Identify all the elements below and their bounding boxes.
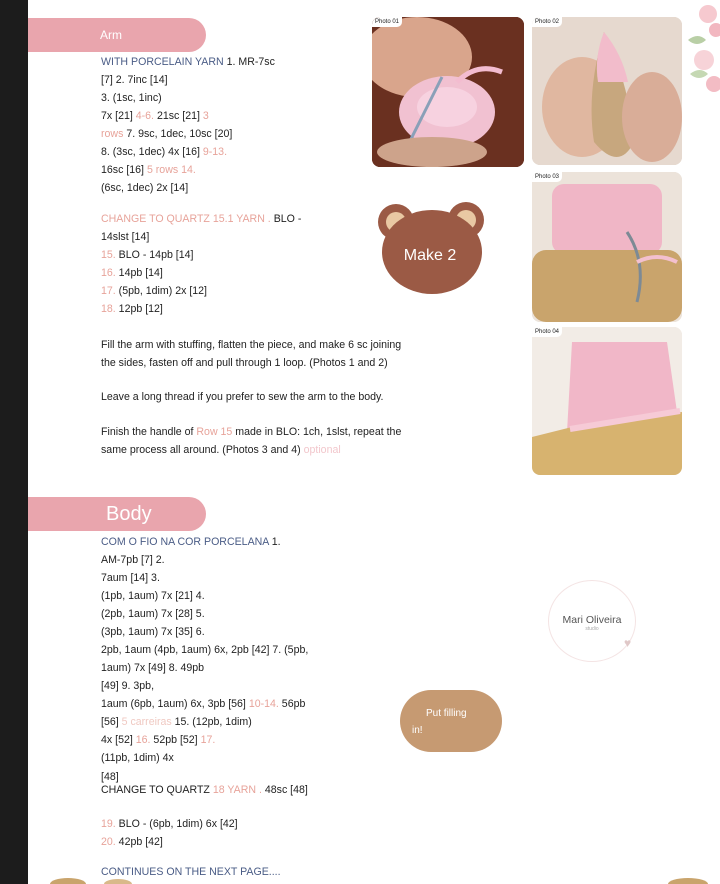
section-banner-arm (28, 18, 206, 52)
pattern-row: CHANGE TO QUARTZ 18 YARN . 48sc [48] (101, 784, 308, 796)
logo-sub: studio (585, 626, 599, 632)
arm-paragraph-1 (101, 336, 401, 372)
pattern-row: 1aum) 7x [49] 8. 49pb (101, 662, 205, 674)
studio-logo (548, 580, 636, 662)
section-banner-body (28, 497, 206, 531)
arm-pattern-rows (101, 53, 275, 197)
paragraph-text: made in BLO: 1ch, 1slst, repeat the (232, 426, 402, 438)
pattern-row: 4x [52] 16. 52pb [52] 17. (101, 734, 216, 746)
paragraph-line: Fill the arm with stuffing, flatten the piece, and make 6 sc joining (101, 339, 402, 351)
photo-01-image (372, 17, 524, 167)
pattern-row: 15. BLO - 14pb [14] (101, 249, 194, 261)
photo-label: Photo 02 (532, 17, 562, 27)
pattern-row: (2pb, 1aum) 7x [28] 5. (101, 608, 205, 620)
heart-icon: ♥ (624, 636, 632, 650)
pattern-row: (11pb, 1dim) 4x (101, 752, 174, 764)
viewer-left-rail (0, 0, 28, 884)
arm-paragraph-2: Leave a long thread if you prefer to sew the arm to the body. (101, 391, 384, 403)
body-final-rows (101, 815, 238, 851)
paragraph-line (101, 423, 401, 441)
pattern-row: 14slst [14] (101, 231, 150, 243)
pattern-row: (3pb, 1aum) 7x [35] 6. (101, 626, 205, 638)
pattern-row: AM-7pb [7] 2. (101, 554, 165, 566)
paragraph-line (101, 441, 401, 459)
photo-label: Photo 03 (532, 172, 562, 182)
pattern-row: 17. (5pb, 1dim) 2x [12] (101, 285, 208, 297)
pattern-row: [7] 2. 7inc [14] (101, 74, 168, 86)
optional-note: optional (303, 444, 341, 456)
pattern-row: 7aum [14] 3. (101, 572, 160, 584)
photo-03 (532, 172, 682, 322)
pattern-row: 16. 14pb [14] (101, 267, 163, 279)
pattern-row: (6sc, 1dec) 2x [14] (101, 182, 189, 194)
put-filling-badge (400, 690, 502, 752)
pattern-row: 19. BLO - (6pb, 1dim) 6x [42] (101, 818, 238, 830)
pattern-row: 20. 42pb [42] (101, 836, 163, 848)
body-intro: COM O FIO NA COR PORCELANA 1. (101, 536, 281, 548)
paragraph-line: the sides, fasten off and pull through 1 loop. (Photos 1 and 2) (101, 357, 388, 369)
photo-02-image (532, 17, 682, 165)
pattern-row: 3. (1sc, 1inc) (101, 92, 162, 104)
bottom-decoration-icon (28, 876, 720, 884)
arm-quartz-rows (101, 210, 301, 318)
pattern-row: 1aum (6pb, 1aum) 6x, 3pb [56] 10-14. 56pb (101, 698, 306, 710)
document-page (28, 0, 720, 884)
pattern-row: (1pb, 1aum) 7x [21] 4. (101, 590, 205, 602)
arm-paragraph-3 (101, 423, 401, 459)
pattern-row: rows 7. 9sc, 1dec, 10sc [20] (101, 128, 233, 140)
pattern-row: [56] 5 carreiras 15. (12pb, 1dim) (101, 716, 252, 728)
paragraph-text: Finish the handle of (101, 426, 197, 438)
arm-intro: WITH PORCELAIN YARN 1. MR-7sc (101, 56, 275, 68)
photo-label: Photo 04 (532, 327, 562, 337)
pattern-row: 18. 12pb [12] (101, 303, 163, 315)
body-pattern-rows (101, 533, 308, 797)
photo-02 (532, 17, 682, 165)
continues-note: CONTINUES ON THE NEXT PAGE.... (101, 866, 281, 878)
photo-01 (372, 17, 524, 167)
photo-03-image (532, 172, 682, 322)
quartz-intro: CHANGE TO QUARTZ 15.1 YARN . BLO - (101, 213, 302, 225)
pattern-row: 2pb, 1aum (4pb, 1aum) 6x, 2pb [42] 7. (5pb, (101, 644, 309, 656)
logo-name: Mari Oliveira (562, 614, 622, 626)
pattern-row: 7x [21] 4-6. 21sc [21] 3 (101, 110, 209, 122)
row-reference: Row 15 (196, 426, 233, 438)
pattern-row: [48] (101, 771, 119, 783)
pattern-row: 8. (3sc, 1dec) 4x [16] 9-13. (101, 146, 228, 158)
arm-heading: Arm (100, 28, 122, 42)
fill-line-1: Put filling (426, 708, 467, 719)
pattern-row: [49] 9. 3pb, (101, 680, 155, 692)
make-two-label: Make 2 (403, 247, 457, 264)
pattern-row: 16sc [16] 5 rows 14. (101, 164, 196, 176)
photo-04-image (532, 327, 682, 475)
photo-04 (532, 327, 682, 475)
paragraph-text: same process all around. (Photos 3 and 4) (101, 444, 301, 456)
body-heading: Body (106, 502, 152, 525)
fill-line-2: in! (412, 725, 423, 736)
photo-label: Photo 01 (372, 17, 402, 27)
